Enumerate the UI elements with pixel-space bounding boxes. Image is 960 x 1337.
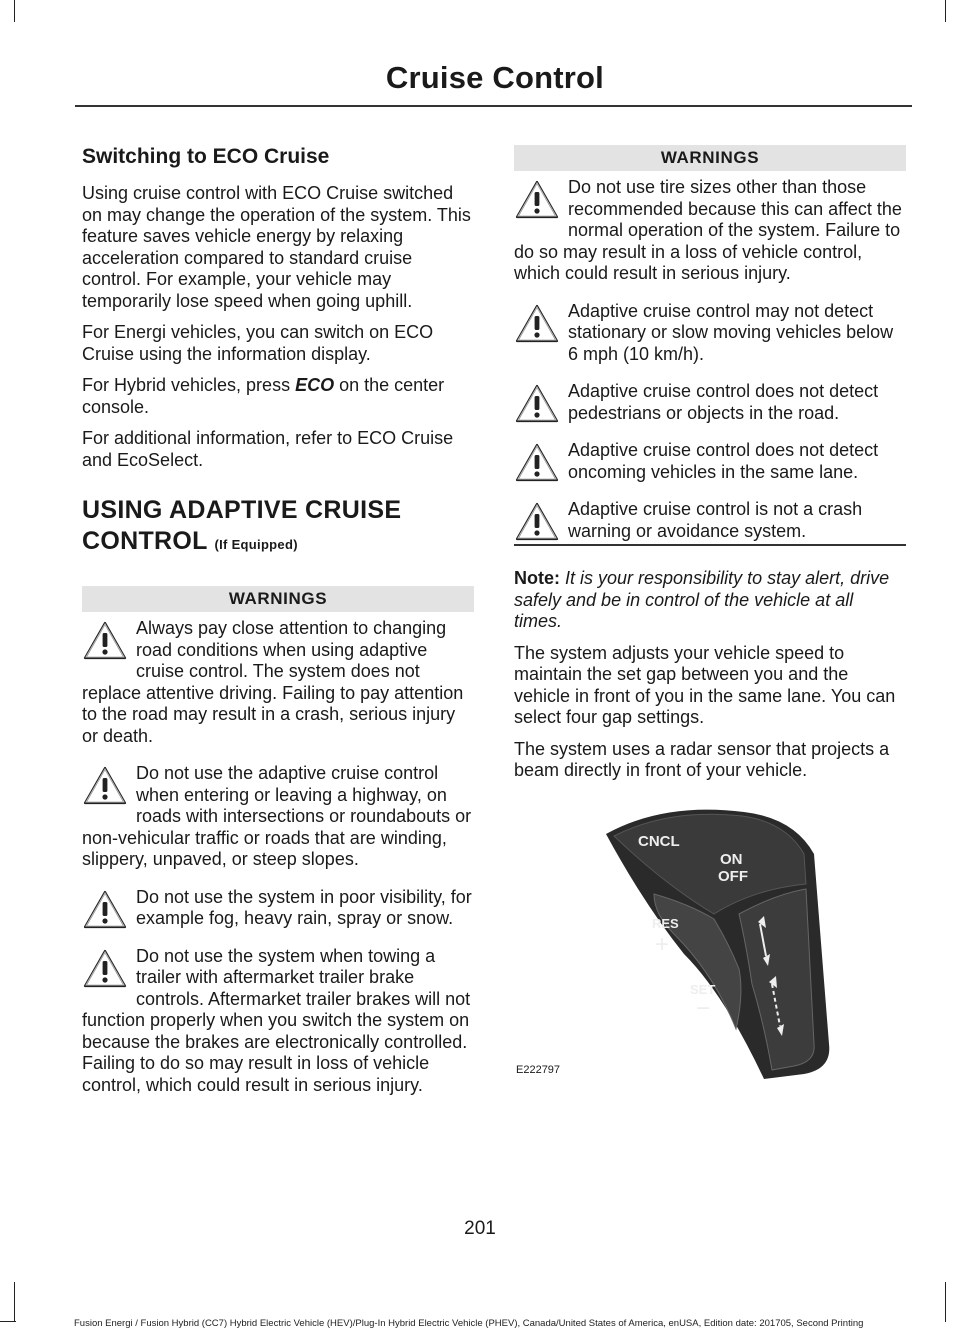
page-number: 201: [464, 1218, 496, 1239]
note-label: Note:: [514, 568, 560, 588]
warning-item: [514, 499, 906, 546]
warning-text: Adaptive cruise control does not detect pedestrians or objects in the road.: [568, 381, 879, 423]
warning-text: Always pay close attention to changing road conditions when using adaptive cruise control. The system does not replace attentive driving. Failing to pay attention to the road may result in a crash, serious injury or death.: [82, 618, 464, 746]
page-title: Cruise Control: [385, 60, 604, 95]
set-minus-label: −: [696, 994, 711, 1022]
warning-item: [514, 177, 906, 285]
warning-text: Do not use the system in poor visibility, for example fog, heavy rain, spray or snow.: [136, 886, 472, 928]
crop-mark: [14, 0, 15, 22]
acc-heading-text: USING ADAPTIVE CRUISE CONTROL: [82, 496, 402, 555]
warning-triangle-icon: [514, 303, 560, 347]
right-column: [514, 145, 906, 1094]
warning-item: [82, 763, 474, 871]
warning-text: Do not use tire sizes other than those recommended because this can affect the normal operation of the system. Failure to do so may result in a loss of vehicle control, which could result in serious injury.: [514, 177, 902, 283]
steering-wheel-controls-figure: [514, 794, 906, 1094]
left-column: [82, 145, 474, 1112]
set-label: SET: [690, 981, 716, 997]
warning-item: [82, 618, 474, 747]
warning-item: [82, 887, 474, 930]
res-plus-label: +: [655, 930, 670, 958]
gap-paragraph: The system adjusts your vehicle speed to maintain the set gap between you and the vehicle in front of you in the same lane. You can select four gap settings.: [514, 642, 896, 727]
warning-text: Do not use the system when towing a trailer with aftermarket trailer brake controls. Aftermarket trailer brakes will not function properly when you switch the system on because the brakes are electronically controlled. Failing to do so may result in loss of vehicle control, which could result in serious injury.: [82, 945, 471, 1095]
acc-heading-sub: (If Equipped): [214, 537, 298, 552]
warning-text: Adaptive cruise control may not detect stationary or slow moving vehicles below 6 mph (10 km/h).: [568, 300, 894, 364]
eco-paragraph-3: [82, 375, 474, 418]
warnings-label: WARNINGS: [82, 586, 474, 612]
warning-triangle-icon: [514, 442, 560, 486]
warning-triangle-icon: [82, 620, 128, 664]
header-divider: [75, 105, 912, 107]
warning-item: [514, 301, 906, 366]
radar-paragraph: The system uses a radar sensor that projects a beam directly in front of your vehicle.: [514, 738, 890, 780]
crop-mark: [14, 1282, 15, 1322]
figure-code: E222797: [516, 1063, 561, 1076]
warning-triangle-icon: [514, 501, 560, 545]
eco-p3-pre: For Hybrid vehicles, press: [82, 375, 296, 395]
res-label: RES: [652, 915, 679, 931]
warning-triangle-icon: [82, 889, 128, 933]
cruise-control-switch-illustration: [514, 794, 906, 1094]
eco-cruise-heading: Switching to ECO Cruise: [82, 145, 330, 168]
acc-heading: [82, 495, 474, 560]
warning-triangle-icon: [514, 179, 560, 223]
crop-mark: [945, 0, 946, 22]
warning-triangle-icon: [514, 383, 560, 427]
eco-paragraph-1: Using cruise control with ECO Cruise switched on may change the operation of the system. This feature saves vehicle energy by relaxing acceleration compared to standard cruise control. For example, your vehicle may temporarily lose speed when going uphill.: [82, 183, 471, 311]
note-text: It is your responsibility to stay alert, drive safely and be in control of the vehicle at all times.: [514, 568, 890, 631]
warning-text: Do not use the adaptive cruise control when entering or leaving a highway, on roads with intersections or roundabouts or non-vehicular traffic or roads that are winding, slippery, unpaved, or steep slopes.: [82, 763, 472, 869]
warning-item: [514, 440, 906, 483]
warning-item: [82, 946, 474, 1097]
eco-paragraph-2: For Energi vehicles, you can switch on ECO Cruise using the information display.: [82, 322, 434, 364]
warning-triangle-icon: [82, 765, 128, 809]
warning-triangle-icon: [82, 948, 128, 992]
page-footer: Fusion Energi / Fusion Hybrid (CC7) Hybrid Electric Vehicle (HEV)/Plug-In Hybrid Electric Vehicle (PHEV), Canada/United States of America, enUSA, Edition date: 201705, Second Printing: [74, 1318, 864, 1329]
eco-paragraph-4: For additional information, refer to ECO Cruise and EcoSelect.: [82, 428, 454, 470]
note: [514, 568, 906, 633]
eco-p3-post: on the center console.: [82, 375, 445, 417]
off-label: OFF: [718, 867, 748, 885]
warning-text: Adaptive cruise control does not detect oncoming vehicles in the same lane.: [568, 440, 879, 482]
warning-item: [514, 381, 906, 424]
crop-mark: [945, 1282, 946, 1322]
warnings-label: WARNINGS: [514, 145, 906, 171]
on-label: ON: [720, 850, 743, 868]
crop-mark: [0, 1321, 16, 1322]
cncl-label: CNCL: [638, 832, 680, 850]
warning-text: Adaptive cruise control is not a crash warning or avoidance system.: [568, 499, 863, 541]
eco-key-label: ECO: [295, 375, 335, 395]
